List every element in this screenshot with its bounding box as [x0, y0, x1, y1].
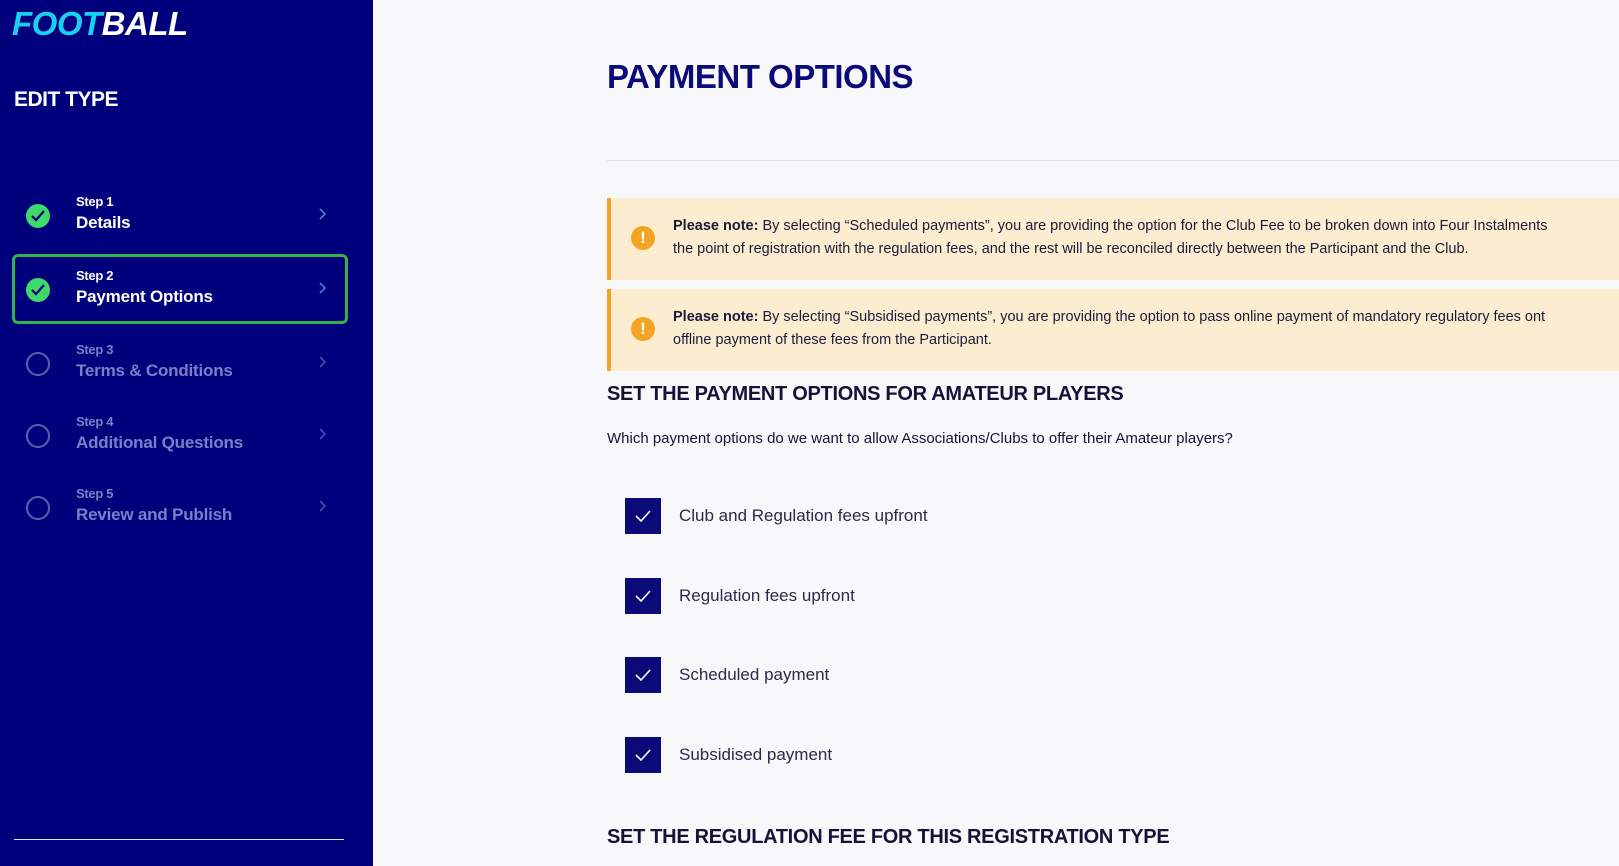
- sidebar-step-payment-options[interactable]: [12, 254, 348, 324]
- step-title: Review and Publish: [76, 505, 233, 524]
- option-label[interactable]: Subsidised payment: [679, 745, 833, 764]
- page-title: PAYMENT OPTIONS: [607, 58, 914, 95]
- regulation-fee-heading: SET THE REGULATION FEE FOR THIS REGISTRATION TYPE: [607, 826, 1170, 848]
- chevron-right-icon: [318, 499, 328, 513]
- step-number: Step 3: [76, 342, 114, 357]
- checkmark-icon: [635, 749, 651, 761]
- step-title: Payment Options: [76, 287, 213, 306]
- step-number: Step 5: [76, 486, 114, 501]
- note-label: Please note:: [673, 309, 759, 325]
- checkmark-icon: [635, 590, 651, 602]
- checkbox-checked[interactable]: [625, 657, 661, 693]
- step-pending-icon: [26, 352, 50, 376]
- checkmark-icon: [635, 510, 651, 522]
- note-line-2: offline payment of these fees from the Participant.: [673, 332, 992, 348]
- scheduled-payments-note: [607, 198, 1619, 280]
- app-logo[interactable]: [12, 4, 188, 44]
- note-label: Please note:: [673, 218, 759, 234]
- note-line-1: By selecting “Subsidised payments”, you are providing the option to pass online payment of mandatory regulatory fees ont: [758, 309, 1546, 325]
- step-title: Details: [76, 213, 131, 232]
- chevron-right-icon: [318, 427, 328, 441]
- payment-options-question: Which payment options do we want to allow Associations/Clubs to offer their Amateur players?: [607, 430, 1233, 447]
- note-line-1: By selecting “Scheduled payments”, you are providing the option for the Club Fee to be broken down into Four Instalments: [758, 218, 1548, 234]
- logo-part-foot: FOOT: [12, 5, 102, 42]
- sidebar: [0, 0, 373, 866]
- note-text: [673, 306, 1619, 352]
- sidebar-step-additional-questions[interactable]: [12, 400, 348, 470]
- step-complete-icon: [26, 204, 50, 228]
- step-number: Step 1: [76, 194, 114, 209]
- option-label[interactable]: Regulation fees upfront: [679, 586, 855, 605]
- option-club-regulation-fees-upfront[interactable]: [625, 498, 1025, 534]
- chevron-right-icon: [318, 281, 328, 295]
- step-number: Step 4: [76, 414, 114, 429]
- logo-part-ball: BALL: [101, 5, 188, 42]
- checkmark-icon: [635, 669, 651, 681]
- warning-icon: !: [631, 317, 655, 341]
- sidebar-step-review-publish[interactable]: [12, 472, 348, 542]
- chevron-right-icon: [318, 355, 328, 369]
- checkbox-checked[interactable]: [625, 498, 661, 534]
- step-pending-icon: [26, 496, 50, 520]
- step-title: Terms & Conditions: [76, 361, 233, 380]
- checkbox-checked[interactable]: [625, 737, 661, 773]
- main-content: [373, 0, 1619, 866]
- warning-icon: !: [631, 226, 655, 250]
- option-scheduled-payment[interactable]: [625, 657, 1025, 693]
- sidebar-divider: [14, 839, 344, 840]
- sidebar-heading: EDIT TYPE: [14, 88, 119, 111]
- step-pending-icon: [26, 424, 50, 448]
- sidebar-step-terms-conditions[interactable]: [12, 328, 348, 398]
- sidebar-step-details[interactable]: [12, 180, 348, 250]
- option-label[interactable]: Club and Regulation fees upfront: [679, 506, 928, 525]
- chevron-right-icon: [318, 207, 328, 221]
- step-number: Step 2: [76, 268, 114, 283]
- note-text: [673, 215, 1619, 261]
- checkbox-checked[interactable]: [625, 578, 661, 614]
- step-title: Additional Questions: [76, 433, 243, 452]
- option-subsidised-payment[interactable]: [625, 737, 1025, 773]
- amateur-payment-options-heading: SET THE PAYMENT OPTIONS FOR AMATEUR PLAYERS: [607, 383, 1124, 405]
- subsidised-payments-note: [607, 289, 1619, 371]
- option-label[interactable]: Scheduled payment: [679, 665, 830, 684]
- step-complete-icon: [26, 278, 50, 302]
- option-regulation-fees-upfront[interactable]: [625, 578, 1025, 614]
- note-line-2: the point of registration with the regulation fees, and the rest will be reconciled directly between the Participant and the Club.: [673, 241, 1469, 257]
- title-divider: [607, 160, 1619, 161]
